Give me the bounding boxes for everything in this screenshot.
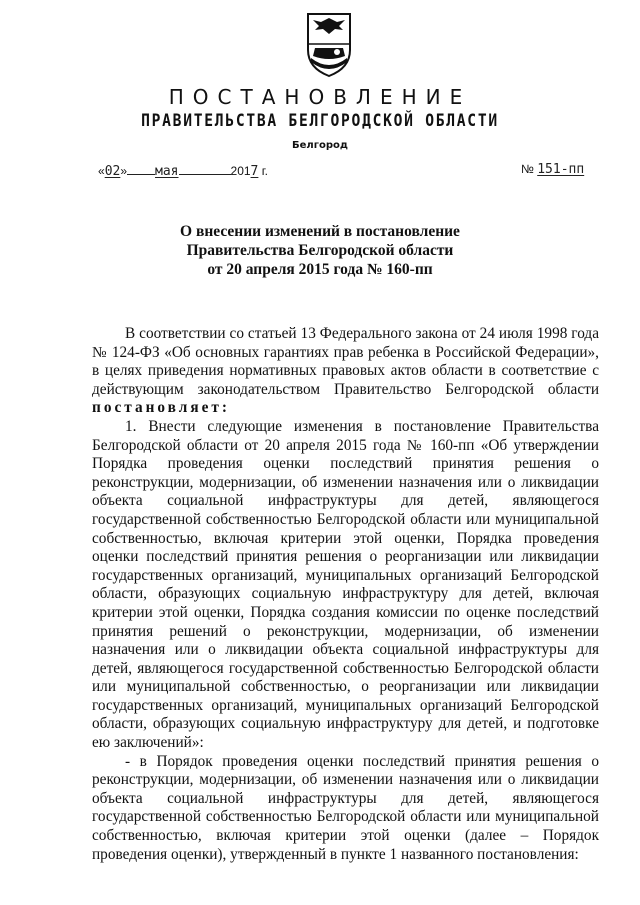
decree-colon: : xyxy=(221,399,231,417)
document-number xyxy=(521,162,584,177)
document-body xyxy=(92,325,599,864)
decree-word: постановляет xyxy=(92,399,222,417)
intro-paragraph xyxy=(92,325,599,418)
document-title xyxy=(0,222,640,279)
intro-text: В соответствии со статьей 13 Федерального закона от 24 июля 1998 года № 124-ФЗ «Об основных гарантиях прав ребенка в Российской Федерации», в целях приведения нормативных правовых актов области в соответствие с действующим законодательством Правительство Белгородской области xyxy=(92,325,599,398)
title-line: О внесении изменений в постановление xyxy=(180,223,460,240)
date-year-digit: 7 xyxy=(250,164,259,179)
belgorod-coat-of-arms-icon xyxy=(303,10,355,78)
underline-gap xyxy=(179,162,231,175)
issuing-authority: ПРАВИТЕЛЬСТВА БЕЛГОРОДСКОЙ ОБЛАСТИ xyxy=(141,111,499,131)
item-1-paragraph: 1. Внести следующие изменения в постановление Правительства Белгородской области от 20 апреля 2015 года № 160-пп «Об утверждении Порядка проведения оценки последствий принятия решения о реконструкции, модернизации, об изменении назначения или о ликвидации объекта социальной инфраструктуры для детей, являющегося государственной собственностью Белгородской области или муниципальной собственностью, включая критерии этой оценки, Порядка проведения оценки последствий принятия решения о реорганизации или ликвидации государственных организаций, муниципальных организаций Белгородской области, образующих социальную инфраструктуру для детей, включая критерии этой оценки, Порядка создания комиссии по оценке последствий принятия решений о реконструкции, модернизации, об изменении назначения или о ликвидации объекта социальной инфраструктуры для детей, являющегося государственной собственностью Белгородской области или муниципальной собственностью, о реорганизации или ликвидации государственных организаций, муниципальных организаций Белгородской области, образующих социальную инфраструктуру для детей, и подготовке ею заключений»: xyxy=(92,417,599,752)
date-quote-open: « xyxy=(98,164,105,178)
date-day: 02 xyxy=(104,164,121,179)
document-type-heading: ПОСТАНОВЛЕНИЕ xyxy=(168,85,472,109)
date-year-prefix: 201 xyxy=(230,164,251,178)
document-date xyxy=(98,162,268,182)
number-prefix: № xyxy=(521,162,534,176)
title-line: Правительства Белгородской области xyxy=(186,242,454,259)
date-year-suffix: г. xyxy=(258,164,268,178)
underline-gap xyxy=(127,162,155,175)
date-quote-close: » xyxy=(120,164,128,178)
city-name: Белгород xyxy=(292,140,348,151)
number-value: 151-пп xyxy=(537,162,585,177)
date-month: мая xyxy=(155,164,179,179)
title-line: от 20 апреля 2015 года № 160-пп xyxy=(207,261,433,278)
item-1-sub-paragraph: - в Порядок проведения оценки последствий принятия решения о реконструкции, модернизации, об изменении назначения или о ликвидации объекта социальной инфраструктуры для детей, являющегося государственной собственностью Белгородской области или муниципальной собственностью, включая критерии этой оценки (далее – Порядок проведения оценки), утвержденный в пункте 1 названного постановления: xyxy=(92,752,599,863)
